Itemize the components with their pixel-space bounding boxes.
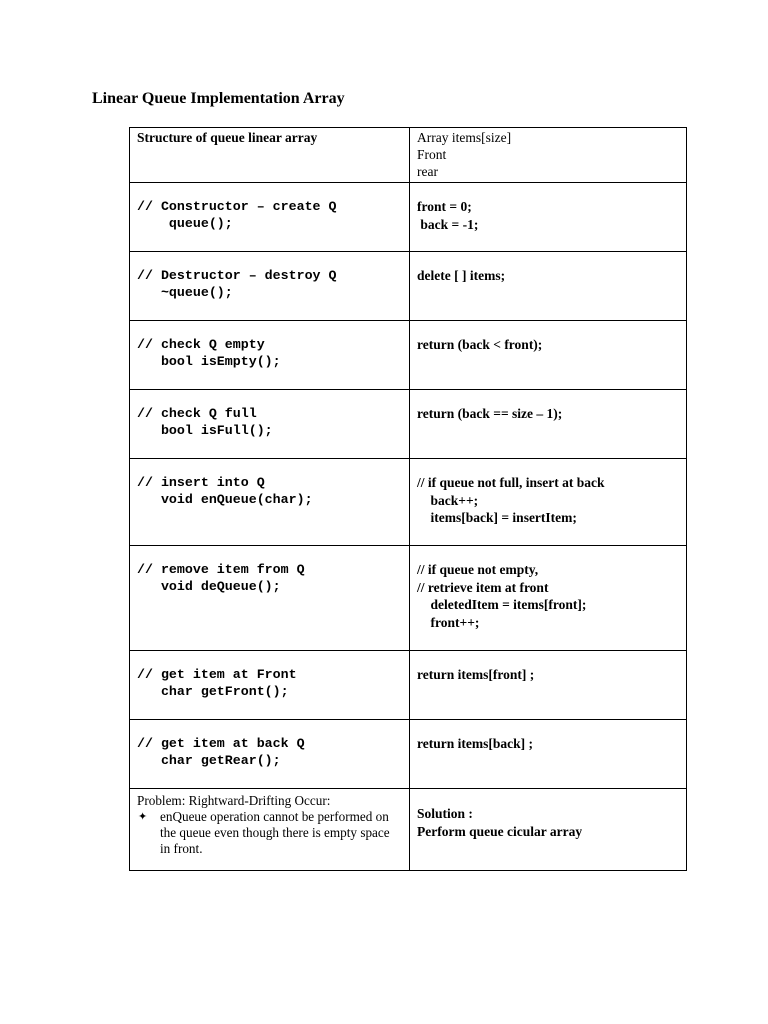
solution-text: Perform queue cicular array (417, 823, 583, 839)
table-row (130, 651, 687, 720)
code-signature: bool isEmpty(); (137, 354, 281, 369)
four-pointed-star-icon: ✦ (138, 810, 148, 823)
impl-line: back = -1; (417, 216, 479, 232)
impl-line: return items[back] ; (417, 736, 533, 751)
code-signature: void deQueue(); (137, 579, 281, 594)
problem-description: enQueue operation cannot be performed on the queue even though there is empty space in front. (160, 809, 390, 856)
impl-line: front++; (417, 614, 480, 630)
code-cell (130, 651, 410, 720)
header-rear: rear (417, 164, 438, 179)
code-cell (130, 321, 410, 390)
impl-line: front = 0; (417, 199, 472, 214)
impl-line: // if queue not full, insert at back (417, 475, 605, 490)
table-row (130, 390, 687, 459)
impl-cell (410, 459, 687, 546)
problem-cell (130, 789, 410, 871)
code-cell (130, 183, 410, 252)
code-signature: void enQueue(char); (137, 492, 313, 507)
impl-line: back++; (417, 492, 479, 508)
impl-line: // if queue not empty, (417, 562, 539, 577)
code-comment: // Constructor – create Q (137, 199, 337, 214)
code-comment: // Destructor – destroy Q (137, 268, 337, 283)
code-cell (130, 459, 410, 546)
impl-line: delete [ ] items; (417, 268, 506, 283)
impl-cell (410, 651, 687, 720)
code-comment: // insert into Q (137, 475, 265, 490)
code-signature: bool isFull(); (137, 423, 273, 438)
impl-cell (410, 252, 687, 321)
impl-line: // retrieve item at front (417, 579, 549, 595)
code-signature: char getRear(); (137, 753, 281, 768)
code-comment: // check Q full (137, 406, 257, 421)
code-comment: // get item at Front (137, 667, 297, 682)
impl-cell (410, 390, 687, 459)
problem-title: Problem: Rightward-Drifting Occur: (137, 793, 331, 808)
code-comment: // get item at back Q (137, 736, 305, 751)
impl-cell (410, 720, 687, 789)
table-row (130, 720, 687, 789)
code-comment: // remove item from Q (137, 562, 305, 577)
impl-cell (410, 321, 687, 390)
code-cell (130, 252, 410, 321)
header-left-cell (130, 128, 410, 183)
header-array-items: Array items[size] (417, 130, 512, 145)
code-cell (130, 720, 410, 789)
solution-label: Solution : (417, 806, 473, 821)
code-signature: char getFront(); (137, 684, 289, 699)
code-signature: ~queue(); (137, 285, 233, 300)
table-row (130, 459, 687, 546)
header-right-cell (410, 128, 687, 183)
solution-cell (410, 789, 687, 871)
table-row (130, 183, 687, 252)
impl-cell (410, 546, 687, 651)
code-cell (130, 390, 410, 459)
problem-solution-row (130, 789, 687, 871)
page-title: Linear Queue Implementation Array (92, 90, 345, 107)
code-cell (130, 546, 410, 651)
queue-methods-table (129, 127, 687, 871)
table-header-row (130, 128, 687, 183)
impl-line: deletedItem = items[front]; (417, 597, 587, 612)
impl-cell (410, 183, 687, 252)
impl-line: return (back < front); (417, 337, 543, 352)
impl-line: return items[front] ; (417, 667, 535, 682)
header-front: Front (417, 147, 447, 162)
table-row (130, 252, 687, 321)
table-row (130, 546, 687, 651)
code-signature: queue(); (137, 216, 233, 231)
impl-line: return (back == size – 1); (417, 406, 563, 421)
table-row (130, 321, 687, 390)
header-structure-label: Structure of queue linear array (137, 130, 318, 145)
impl-line: items[back] = insertItem; (417, 510, 577, 525)
code-comment: // check Q empty (137, 337, 265, 352)
